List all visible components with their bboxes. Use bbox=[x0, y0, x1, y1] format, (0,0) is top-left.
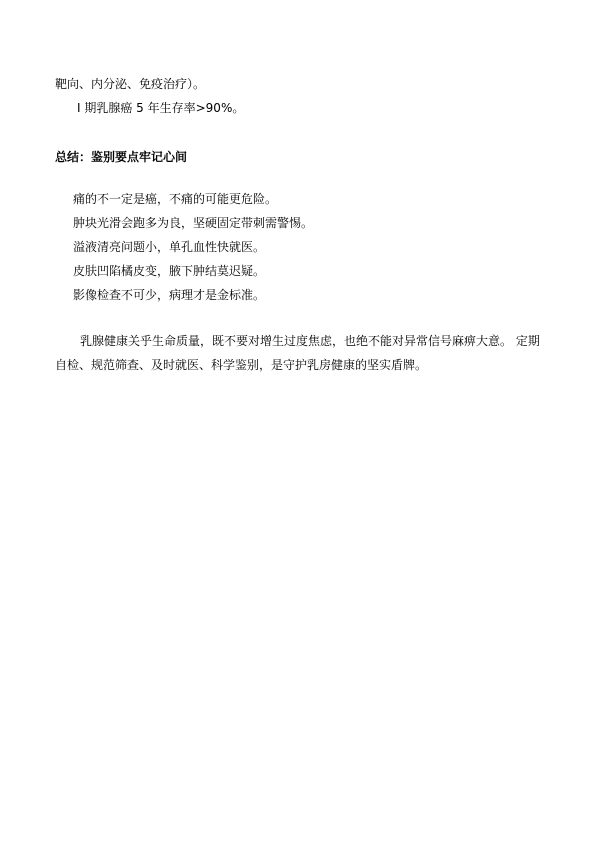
mnemonic-line-2: 肿块光滑会跑多为良，坚硬固定带刺需警惕。 bbox=[73, 216, 314, 230]
mnemonic-line-3: 溢液清亮问题小，单孔血性快就医。 bbox=[73, 240, 266, 254]
summary-heading: 总结：鉴别要点牢记心间 bbox=[55, 150, 188, 164]
survival-rate-line: I 期乳腺癌 5 年生存率>90%。 bbox=[77, 101, 245, 115]
mnemonic-line-1: 痛的不一定是癌，不痛的可能更危险。 bbox=[73, 192, 278, 206]
closing-paragraph-line-1: 乳腺健康关乎生命质量，既不要对增生过度焦虑，也绝不能对异常信号麻痹大意。 定期 bbox=[80, 334, 540, 348]
closing-paragraph-line-2: 自检、规范筛查、及时就医、科学鉴别，是守护乳房健康的坚实盾牌。 bbox=[55, 358, 428, 372]
mnemonic-line-4: 皮肤凹陷橘皮变，腋下肿结莫迟疑。 bbox=[73, 264, 266, 278]
mnemonic-line-5: 影像检查不可少，病理才是金标准。 bbox=[73, 288, 266, 302]
treatment-continuation-line: 靶向、内分泌、免疫治疗）。 bbox=[55, 77, 206, 91]
